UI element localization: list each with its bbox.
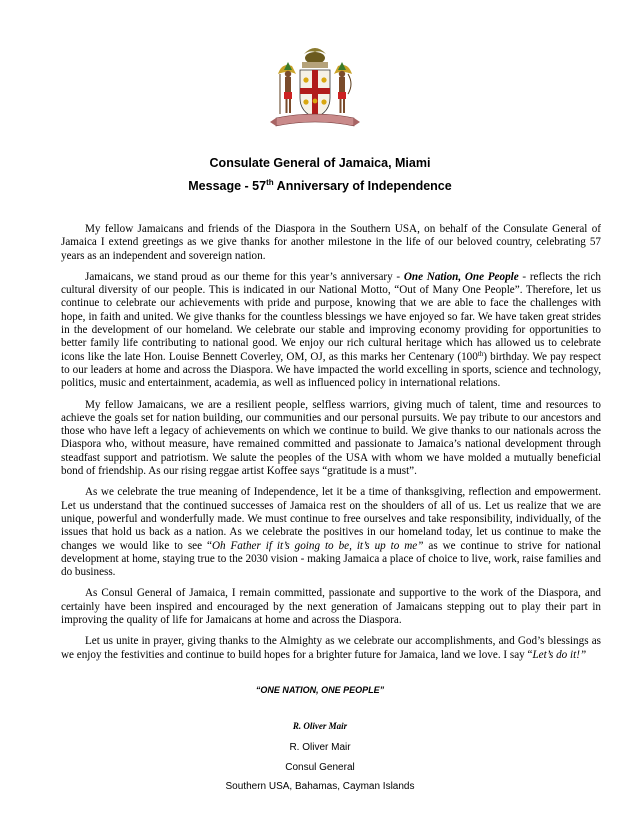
national-theme-motto: “ONE NATION, ONE PEOPLE” bbox=[255, 685, 385, 695]
paragraph-6 bbox=[61, 635, 601, 662]
subtitle-prefix: Message - 57 bbox=[188, 179, 267, 193]
subtitle-suffix: Anniversary of Independence bbox=[273, 179, 452, 193]
paragraph-4-part-b: as we continue to strive for national development at home, staying true to the 2030 vision - making Jamaica a place of choice to live, work, raise families and do business. bbox=[61, 539, 601, 579]
document-title: Consulate General of Jamaica, Miami bbox=[209, 156, 431, 170]
message-body bbox=[61, 223, 601, 670]
paragraph-4-part-a: As we celebrate the true meaning of Independence, let it be a time of thanksgiving, reflection and empowerment. Let us understand that the continued successes of Jamaica rest on the shoulders of all of us. Let us realize that we are unique, powerful and wonderfully made. We must continue to free ourselves and take responsibility, individually, of the issues that hold us back as a nation. As we celebrate the positives in our homeland today, let us continue to make the changes we would like to see “ bbox=[61, 486, 601, 552]
paragraph-2-part-c: ) birthday. We pay respect to our leaders at home and across the Diaspora. We have impacted the world excelling in sports, science and technology, politics, music and entertainment, academia, as well as influenced policy in international relations. bbox=[61, 350, 601, 390]
subtitle-superscript: th bbox=[266, 178, 274, 187]
theme-phrase: One Nation, One People bbox=[403, 270, 519, 283]
signatory-name: R. Oliver Mair bbox=[289, 742, 351, 753]
paragraph-5: As Consul General of Jamaica, I remain committed, passionate and supportive to the work of the Diaspora, and certainly have been inspired and encouraged by the next generation of Jamaicans stepping out to play their part in improving the quality of life for Jamaicans at home and across the Diaspora. bbox=[61, 587, 601, 627]
paragraph-2-part-b: - reflects the rich cultural diversity of our people. This is indicated in our National Motto, “Out of Many One People”. Therefore, let us continue to celebrate our achievements with pride and purpose, knowing that we are able to face the challenges with hope, in faith and united. We give thanks for the countless blessings we have enjoyed so far. We have taken great strides in the development of our homeland. We celebrate our stable and improving economy providing for opportunities to better family life contributing to national good. We enjoy our rich cultural heritage which has allowed us to celebrate icons like the late Hon. Louise Bennett Coverley, OM, OJ, as this marks her Centenary (100 bbox=[61, 270, 601, 363]
paragraph-4 bbox=[61, 486, 601, 579]
signature: R. Oliver Mair bbox=[292, 721, 348, 731]
paragraph-6-part-a: Let us unite in prayer, giving thanks to the Almighty as we celebrate our accomplishments, and God’s blessings as we enjoy the festivities and continue to build hopes for a brighter future for Jamaica, land we love. I say “ bbox=[61, 635, 601, 661]
signatory-role: Consul General bbox=[285, 762, 355, 773]
signatory-region: Southern USA, Bahamas, Cayman Islands bbox=[225, 781, 415, 792]
paragraph-1: My fellow Jamaicans and friends of the Diaspora in the Southern USA, on behalf of the Consulate General of Jamaica I extend greetings as we give thanks for another milestone in the life of our beloved country, celebrating 57 years as an independent and sovereign nation. bbox=[61, 223, 601, 262]
paragraph-2 bbox=[61, 271, 601, 391]
lets-do-it-quote: Let’s do it!” bbox=[532, 648, 587, 661]
centenary-superscript: th bbox=[477, 349, 484, 358]
paragraph-2-part-a: Jamaicans, we stand proud as our theme for this year’s anniversary - bbox=[85, 270, 404, 283]
document-subtitle bbox=[0, 178, 640, 193]
coat-of-arms-emblem bbox=[262, 44, 368, 136]
paragraph-3: My fellow Jamaicans, we are a resilient people, selfless warriors, giving much of talent, time and resources to achieve the goals set for nation building, our communities and our personal pursuits. We pay tribute to our ancestors and those who have left a legacy of achievements on which we continue to build. We give thanks to our nationals across the Diaspora who, without measure, have remained committed and passionate to Jamaica’s national development through steadfast support and patriotism. We salute the peoples of the USA with whom we have molded a mutually beneficial bond of friendship. As our rising reggae artist Koffee says “gratitude is a must”. bbox=[61, 398, 601, 478]
father-quote: Oh Father if it’s going to be, it’s up to me” bbox=[211, 539, 424, 552]
